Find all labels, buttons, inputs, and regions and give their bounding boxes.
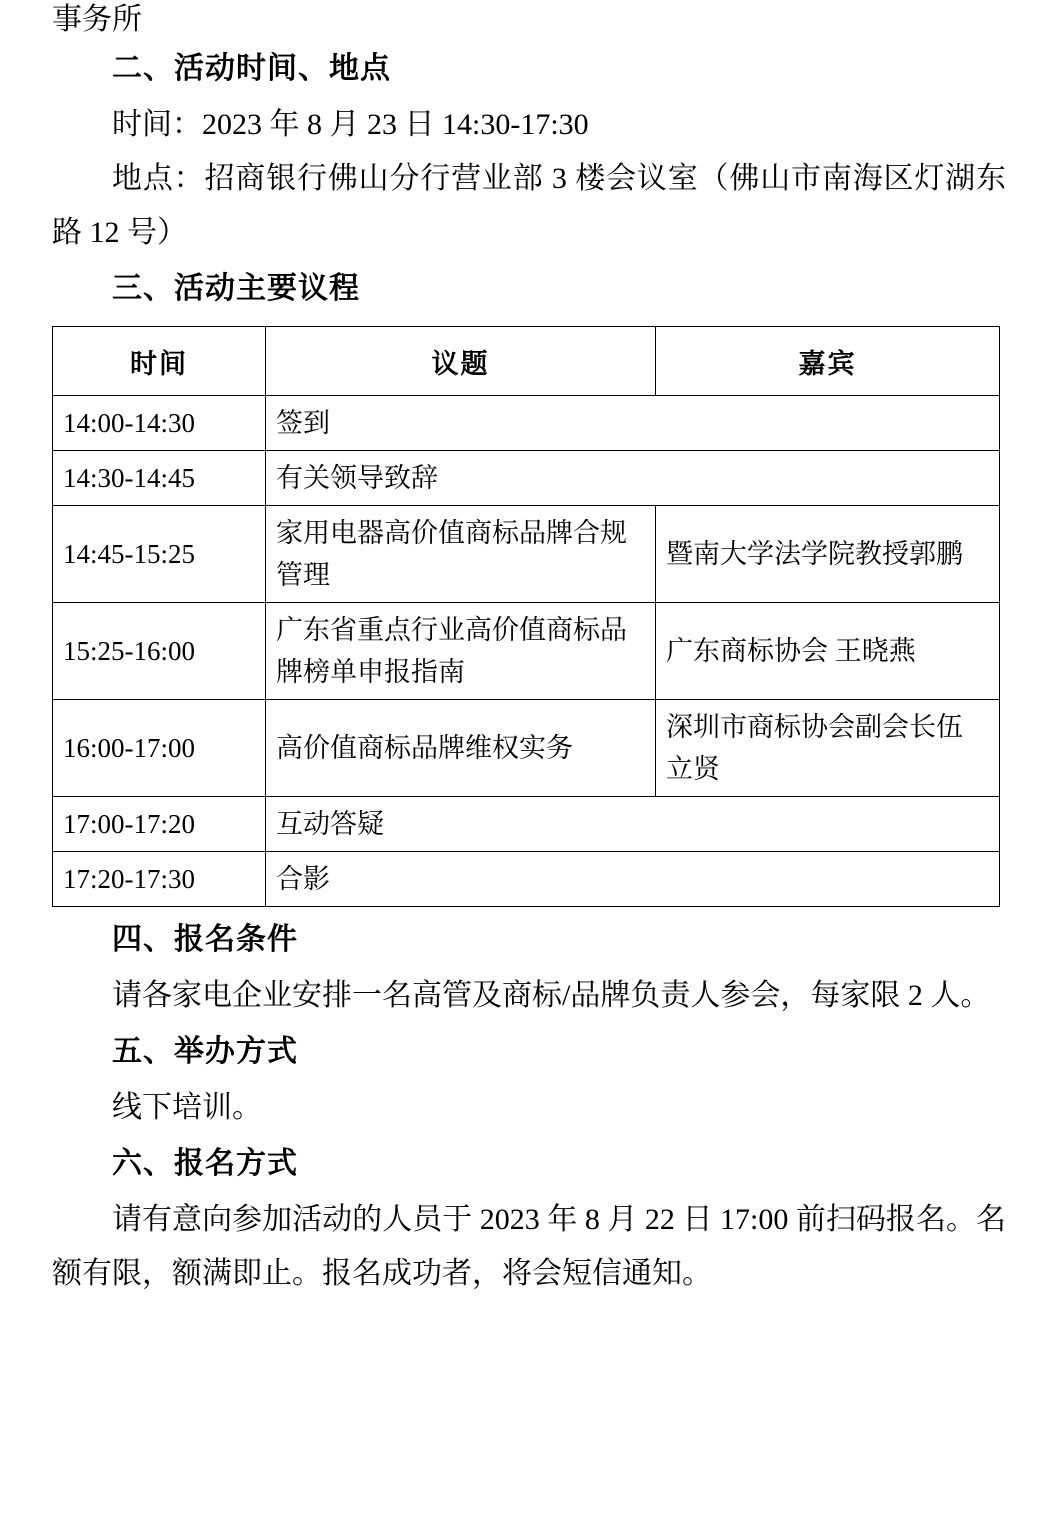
paragraph-format: 线下培训。 [112, 1091, 262, 1124]
cell-topic: 互动答疑 [266, 797, 1000, 852]
table-row [53, 852, 1000, 907]
table-row [53, 603, 1000, 700]
cell-topic: 家用电器高价值商标品牌合规管理 [266, 506, 656, 603]
cell-time: 14:00-14:30 [53, 396, 266, 451]
agenda-table [52, 326, 1000, 907]
cell-time: 15:25-16:00 [53, 603, 266, 700]
paragraph-registration-method: 请有意向参加活动的人员于 2023 年 8 月 22 日 17:00 前扫码报名。名额有限，额满即止。报名成功者，将会短信通知。 [52, 1203, 1006, 1290]
cell-time: 14:30-14:45 [53, 451, 266, 506]
table-row [53, 451, 1000, 506]
column-header-guest: 嘉宾 [656, 327, 1000, 396]
cell-topic: 有关领导致辞 [266, 451, 1000, 506]
section-heading-registration-conditions: 四、报名条件 [112, 922, 298, 957]
section-heading-agenda: 三、活动主要议程 [112, 271, 360, 306]
table-header-row [53, 327, 1000, 396]
paragraph-event-time: 时间：2023 年 8 月 23 日 14:30-17:30 [112, 108, 589, 141]
column-header-topic: 议题 [266, 327, 656, 396]
cell-time: 17:20-17:30 [53, 852, 266, 907]
section-heading-time-place: 二、活动时间、地点 [112, 51, 391, 86]
cell-topic: 高价值商标品牌维权实务 [266, 700, 656, 797]
continued-text-fragment: 事务所 [52, 3, 142, 36]
cell-guest: 暨南大学法学院教授郭鹏 [656, 506, 1000, 603]
cell-guest: 广东商标协会 王晓燕 [656, 603, 1000, 700]
cell-topic: 合影 [266, 852, 1000, 907]
table-row [53, 506, 1000, 603]
cell-time: 17:00-17:20 [53, 797, 266, 852]
paragraph-event-place: 地点：招商银行佛山分行营业部 3 楼会议室（佛山市南海区灯湖东路 12 号） [52, 162, 1006, 249]
cell-topic: 签到 [266, 396, 1000, 451]
paragraph-registration-conditions: 请各家电企业安排一名高管及商标/品牌负责人参会，每家限 2 人。 [112, 979, 991, 1012]
section-heading-format: 五、举办方式 [112, 1034, 298, 1069]
cell-time: 14:45-15:25 [53, 506, 266, 603]
table-row [53, 396, 1000, 451]
table-row [53, 700, 1000, 797]
cell-guest: 深圳市商标协会副会长伍立贤 [656, 700, 1000, 797]
table-row [53, 797, 1000, 852]
section-heading-registration-method: 六、报名方式 [112, 1146, 298, 1181]
cell-topic: 广东省重点行业高价值商标品牌榜单申报指南 [266, 603, 656, 700]
cell-time: 16:00-17:00 [53, 700, 266, 797]
column-header-time: 时间 [53, 327, 266, 396]
